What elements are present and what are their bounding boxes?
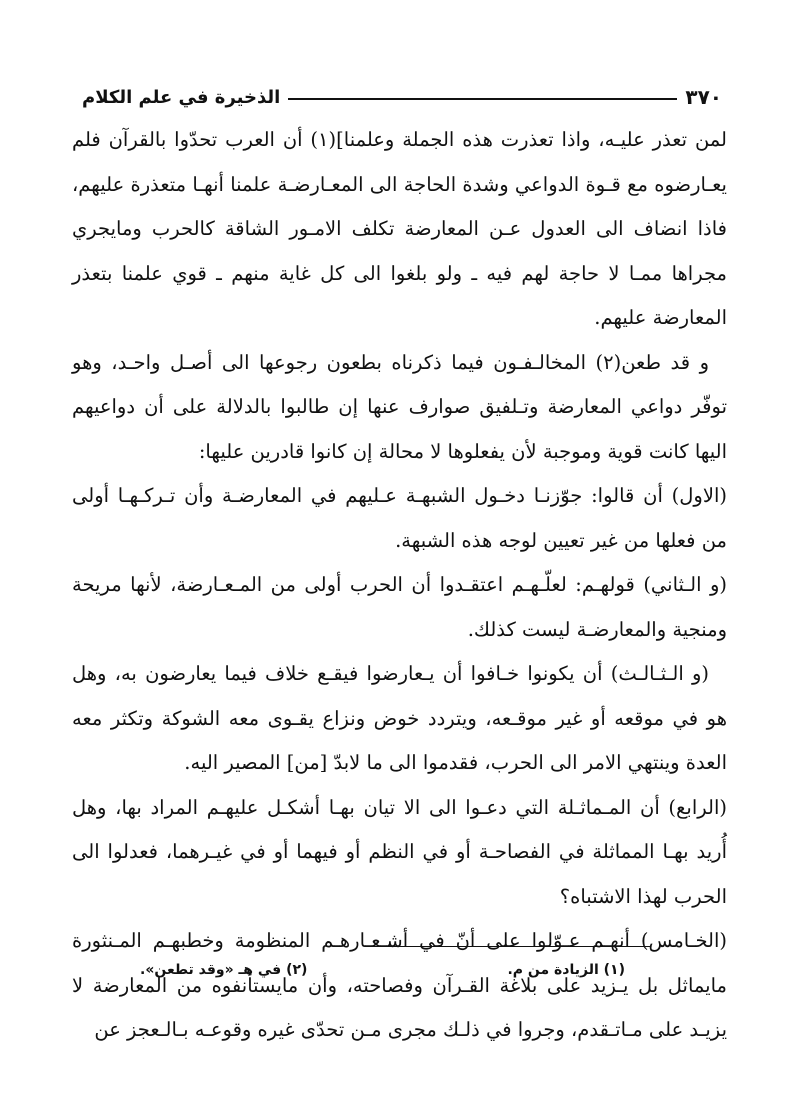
page-number: ٣٧٠ [685,85,722,109]
body-text [72,118,727,1053]
paragraph: (الخـامس) أنهـم عـوّلوا على أنّ في أشـعـارهـم المنظومة وخطبهـم المـنثورة مايماثل بل يـزيد على بلاغة القـرآن وفصاحته، وأن مايستأنفوه من المعارضة لا يزيـد على مـاتـقدم، وجروا في ذلـك مجرى مـن تحدّى غيره وقوعـه بـالـعجز عن [72,929,727,1041]
paragraph: (الاول) أن قالوا: جوّزنـا دخـول الشبهـة عـليهم في المعارضـة وأن تـركـهـا أولى من فعلها من غير تعيين لوجه هذه الشبهة. [72,484,727,552]
header-rule [288,98,677,100]
paragraph: لمن تعذر عليـه، واذا تعذرت هذه الجملة وعلمنا](١) أن العرب تحدّوا بالقرآن فلم يعـارضوه مع قـوة الدواعي وشدة الحاجة الى المعـارضـة علمنا أنهـا متعذرة عليهم، فاذا انضاف الى العدول عـن المعارضة تكلف الامـور الشاقة كالحرب ومايجري مجراها ممـا لا حاجة لهم فيه ـ ولو بلغوا الى كل غاية منهم ـ قوي علمنا بتعذر المعارضة عليهم. [72,128,728,329]
footnote-2: (٢) في هـ «وقد تطعن». [140,962,308,978]
paragraph: (الرابع) أن المـماثـلة التي دعـوا الى الا تيان بهـا أشكـل عليهـم المراد بها، وهل أُريد بهـا المماثلة في الفصاحـة أو في النظم أو فيهما أو في غيـرهما، فعدلوا الى الحرب لهذا الاشتباه؟ [72,795,727,908]
footnotes [140,962,625,992]
footnote-1: (١) الزيادة من م. [507,962,625,978]
paragraph: (و الـثاني) قولهـم: لعلّـهـم اعتقـدوا أن الحرب أولى من المـعـارضة، لأنها مريحة ومنجية والمعارضـة ليست كذلك. [72,573,727,641]
paragraph: (و الـثـالـث) أن يكونوا خـافوا أن يـعارضوا فيقـع خلاف فيما يعارضون به، وهل هو في موقعه أو غير موقـعه، ويتردد خوض ونزاع يقـوى معه الشوكة وتكثر معه العدة وينتهي الامر الى الحرب، فقدموا الى ما لابدّ [من] المصير اليه. [72,662,727,774]
paragraph: و قد طعن(٢) المخالـفـون فيما ذكرناه بطعون رجوعها الى أصـل واحـد، وهو توفّر دواعي المعارضة وتـلفيق صوارف عنها إن طالبوا بالدلالة على أن دواعيهم اليها كانت قوية وموجبة لأن يفعلوها لا محالة إن كانوا قادرين عليها: [72,350,727,463]
running-title: الذخيرة في علم الكلام [82,86,281,108]
page-header [82,80,722,114]
footnote-rule [370,946,650,947]
